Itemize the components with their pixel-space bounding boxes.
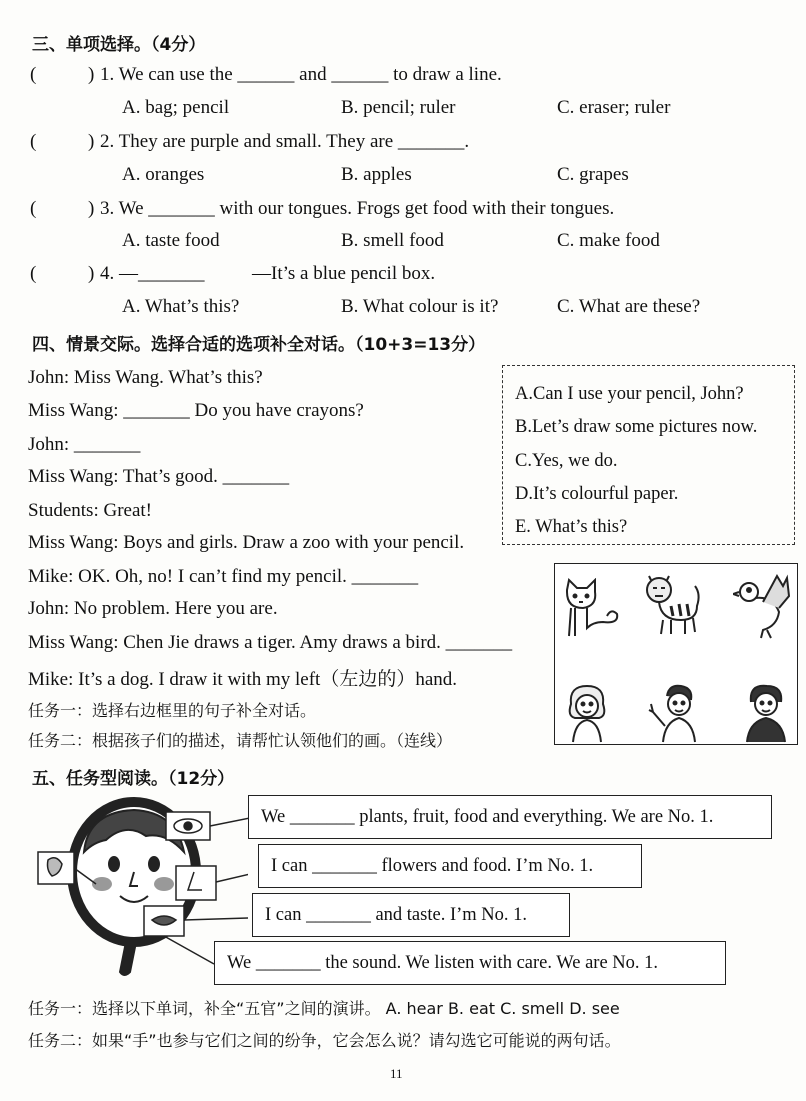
option-c: C. What are these? <box>557 296 701 317</box>
section3-title: 三、单项选择。（4分） <box>32 35 206 55</box>
answer-paren-open[interactable]: ( <box>30 131 37 152</box>
question-stem: 3. We _______ with our tongues. Frogs get food with their tongues. <box>100 198 615 219</box>
section5-title: 五、任务型阅读。（12分） <box>32 769 235 789</box>
dialogue-line: John: _______ <box>28 434 141 455</box>
answer-paren-close: ) <box>88 198 95 219</box>
dialogue-line: Miss Wang: That’s good. _______ <box>28 466 290 487</box>
dialogue-line: Miss Wang: _______ Do you have crayons? <box>28 400 364 421</box>
option-b: B. smell food <box>341 230 444 251</box>
boy-john[interactable] <box>647 682 707 744</box>
answer-paren-close: ) <box>88 64 95 85</box>
option-a: A. bag; pencil <box>122 97 230 118</box>
box-option: E. What’s this? <box>515 517 628 537</box>
page-number: 11 <box>390 1066 403 1081</box>
tiger-drawing[interactable] <box>641 574 707 638</box>
option-a: A. What’s this? <box>122 296 240 317</box>
dialogue-line: John: Miss Wang. What’s this? <box>28 367 263 388</box>
option-b: B. pencil; ruler <box>341 97 456 118</box>
box-option: C.Yes, we do. <box>515 451 618 471</box>
speech-eyes: We _______ plants, fruit, food and everything. We are No. 1. <box>248 795 772 839</box>
answer-paren-close: ) <box>88 131 95 152</box>
answer-paren-open[interactable]: ( <box>30 198 37 219</box>
option-b: B. What colour is it? <box>341 296 499 317</box>
question-stem: 4. —_______ <box>100 263 205 284</box>
section4-task2: 任务二：根据孩子们的描述，请帮忙认领他们的画。（连线） <box>28 731 453 750</box>
question-stem-answer: —It’s a blue pencil box. <box>252 263 436 284</box>
option-a: A. taste food <box>122 230 220 251</box>
section5-task1: 任务一：选择以下单词，补全“五官”之间的演讲。 A. hear B. eat C. smell D. see <box>28 999 620 1018</box>
boy-mike[interactable] <box>737 682 795 744</box>
speech-mouth: I can _______ and taste. I’m No. 1. <box>252 893 570 937</box>
speech-ears: We _______ the sound. We listen with care. We are No. 1. <box>214 941 726 985</box>
bird-drawing[interactable] <box>733 572 795 640</box>
dialogue-line: Miss Wang: Chen Jie draws a tiger. Amy draws a bird. _______ <box>28 632 513 653</box>
option-c: C. eraser; ruler <box>557 97 671 118</box>
option-b: B. apples <box>341 164 412 185</box>
option-c: C. make food <box>557 230 660 251</box>
question-stem: 1. We can use the ______ and ______ to draw a line. <box>100 64 502 85</box>
section4-title: 四、情景交际。选择合适的选项补全对话。（10+3=13分） <box>32 335 486 355</box>
box-option: D.It’s colourful paper. <box>515 484 679 504</box>
dog-drawing[interactable] <box>559 578 627 640</box>
box-option: B.Let’s draw some pictures now. <box>515 417 758 437</box>
box-option: A.Can I use your pencil, John? <box>515 384 744 404</box>
dialogue-line: Students: Great! <box>28 500 153 521</box>
dialogue-line: Mike: OK. Oh, no! I can’t find my pencil. _______ <box>28 566 419 587</box>
dialogue-line: John: No problem. Here you are. <box>28 598 278 619</box>
options-box <box>502 365 795 545</box>
option-c: C. grapes <box>557 164 629 185</box>
dialogue-line: Mike: It’s a dog. I draw it with my left（左边的）hand. <box>28 669 458 690</box>
question-stem: 2. They are purple and small. They are _______. <box>100 131 470 152</box>
dialogue-line: Miss Wang: Boys and girls. Draw a zoo with your pencil. <box>28 532 465 553</box>
section5-task2: 任务二：如果“手”也参与它们之间的纷争，它会怎么说？请勾选它可能说的两句话。 <box>28 1031 621 1050</box>
answer-paren-close: ) <box>88 263 95 284</box>
section4-task1: 任务一：选择右边框里的句子补全对话。 <box>28 701 317 720</box>
girl-amy[interactable] <box>559 682 615 744</box>
answer-paren-open[interactable]: ( <box>30 263 37 284</box>
answer-paren-open[interactable]: ( <box>30 64 37 85</box>
option-a: A. oranges <box>122 164 205 185</box>
matching-pictures <box>554 563 798 745</box>
speech-nose: I can _______ flowers and food. I’m No. 1. <box>258 844 642 888</box>
